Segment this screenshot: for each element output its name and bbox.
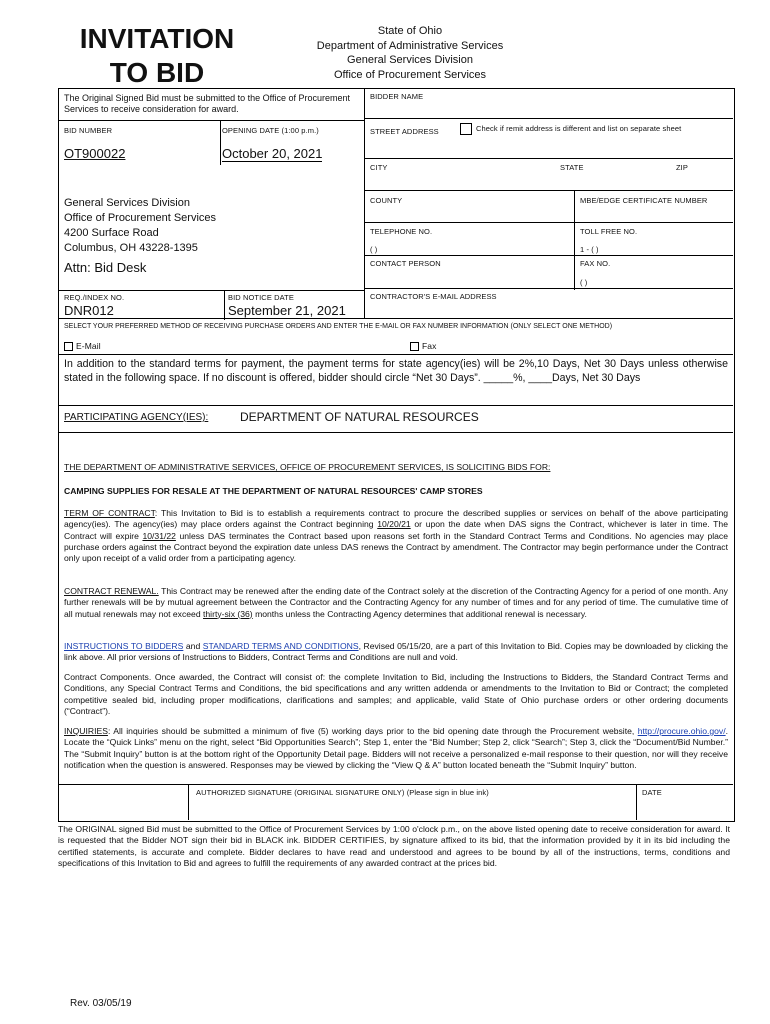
address-line: General Services Division — [64, 197, 190, 209]
bidder-name-label: BIDDER NAME — [370, 92, 424, 101]
title-line-1: INVITATION — [79, 23, 235, 54]
soliciting-heading: THE DEPARTMENT OF ADMINISTRATIVE SERVICES, OFFICE OF PROCUREMENT SERVICES, IS SOLICITING BIDS FOR: — [64, 462, 551, 472]
participating-agency-label: PARTICIPATING AGENCY(IES): — [64, 412, 209, 423]
remit-checkbox-label: Check if remit address is different and list on separate sheet — [476, 123, 682, 133]
payment-terms: In addition to the standard terms for payment, the payment terms for state agency(ies) will be 2%,10 Days, Net 30 Days unless otherwise stated in the following space. If no discount is offered, bidder should circle “Net 30 Days”. _____%, ____Days, Net 30 Days — [64, 358, 728, 384]
agency-line: General Services Division — [347, 54, 473, 66]
req-index-label: REQ./INDEX NO. — [64, 293, 125, 302]
contract-components: Contract Components. Once awarded, the Contract will consist of: the complete Invitation to Bid, including the Instructions to Bidders, the Standard Contract Terms and Conditions, any Special Contract Terms and Conditions, the bid specifications and any written addenda or amendments to the Invitation to Bid or Contract; the completed competitive sealed bid, including proper modifications, clarifications and samples; and applicable, valid State of Ohio purchase orders or other ordering documents (“Contract”). — [64, 672, 728, 716]
procure-website-link[interactable]: http://procure.ohio.gov/ — [637, 726, 726, 736]
certification-statement: The ORIGINAL signed Bid must be submitted to the Office of Procurement Services by 1:00 o'clock p.m., on the above listed opening date to receive consideration for award. It is requested that the Bidder NOT sign their bid in BLACK ink. BIDDER CERTIFIES, by signature affixed to its bid, that the information provided by it in its bid including the certified statements, is accurate and complete. Bidder declares to have read and understood and agrees to be bound by all of the instructions, terms, conditions and specifications of this Invitation to Bid and agrees to fulfill the requirements of any awarded contract at the prices bid. — [58, 824, 730, 868]
req-index-value: DNR012 — [64, 303, 114, 318]
signature-field[interactable] — [189, 798, 635, 818]
method-fax-option[interactable] — [410, 341, 436, 351]
telephone-value[interactable]: ( ) — [370, 245, 378, 254]
bid-notice-date-label: BID NOTICE DATE — [228, 293, 294, 302]
mbe-certificate-label: MBE/EDGE CERTIFICATE NUMBER — [580, 196, 708, 205]
instructions-paragraph: INSTRUCTIONS TO BIDDERS and STANDARD TERMS AND CONDITIONS, Revised 05/15/20, are a part of this Invitation to Bid. Copies may be downloaded by clicking the link above. All prior versions of Instructions to Bidders, Contract Terms and Conditions are null and void. — [64, 641, 728, 663]
agency-line: Department of Administrative Services — [316, 39, 504, 52]
signature-label: AUTHORIZED SIGNATURE (ORIGINAL SIGNATURE ONLY) (Please sign in blue ink) — [196, 788, 489, 797]
mailing-address — [64, 196, 216, 256]
date-label: DATE — [642, 788, 662, 797]
method-email-label: E-Mail — [76, 341, 101, 351]
participating-agency-value: DEPARTMENT OF NATURAL RESOURCES — [240, 410, 479, 424]
document-title — [62, 22, 252, 90]
city-label: CITY — [370, 163, 388, 172]
method-fax-label: Fax — [422, 341, 437, 351]
address-line: 4200 Surface Road — [64, 227, 159, 239]
revision-date: Rev. 03/05/19 — [70, 998, 132, 1009]
agency-line: State of Ohio — [377, 25, 443, 37]
fax-value[interactable]: ( ) — [580, 278, 588, 287]
bid-notice-date-value: September 21, 2021 — [228, 303, 346, 318]
zip-label: ZIP — [676, 163, 688, 172]
remit-address-checkbox[interactable] — [460, 123, 472, 135]
street-address-label: STREET ADDRESS — [370, 127, 439, 136]
contact-person-label: CONTACT PERSON — [370, 259, 441, 268]
bid-number-value: OT900022 — [64, 146, 126, 161]
bid-number-label: BID NUMBER — [64, 126, 113, 135]
email-checkbox[interactable] — [64, 342, 73, 351]
standard-terms-link[interactable]: STANDARD TERMS AND CONDITIONS — [202, 641, 359, 651]
date-field[interactable] — [637, 798, 732, 818]
remit-address-option[interactable] — [460, 123, 681, 135]
opening-date-label: OPENING DATE (1:00 p.m.) — [222, 126, 319, 135]
toll-free-label: TOLL FREE NO. — [580, 227, 638, 236]
address-line: Columbus, OH 43228-1395 — [64, 242, 198, 254]
title-line-2: TO BID — [109, 57, 205, 88]
fax-label: FAX NO. — [580, 259, 611, 268]
telephone-label: TELEPHONE NO. — [370, 227, 433, 236]
agency-line: Office of Procurement Services — [333, 68, 487, 81]
agency-block — [300, 24, 520, 82]
po-method-instruction: SELECT YOUR PREFERRED METHOD OF RECEIVING PURCHASE ORDERS AND ENTER THE E-MAIL OR FAX NUMBER INFORMATION (ONLY SELECT ONE METHOD) — [64, 323, 613, 330]
instructions-to-bidders-link[interactable]: INSTRUCTIONS TO BIDDERS — [64, 641, 184, 651]
fax-checkbox[interactable] — [410, 342, 419, 351]
attention-line: Attn: Bid Desk — [64, 260, 147, 275]
toll-free-value[interactable]: 1 - ( ) — [580, 245, 599, 254]
opening-date-value: October 20, 2021 — [222, 146, 323, 161]
address-line: Office of Procurement Services — [64, 212, 217, 224]
county-label: COUNTY — [370, 196, 403, 205]
inquiries: INQUIRIES: All inquiries should be submitted a minimum of five (5) working days prior to the bid opening date through the Procurement website, http://procure.ohio.gov/. Locate the “Quick Links” menu on the right, select “Bid Opportunities Search”; Step 1, enter the “Bid Number; Step 2, click “Search”; Step 3, click the “Document/Bid Number.” The “Submit Inquiry” button is at the bottom right of the Opportunity Detail page. Bidders will not receive a personalized e-mail response to their question, nor will they receive notification when the question is answered. Responses may be viewed by clicking the “View Q & A” button located beneath the “Submit Inquiry” button. — [64, 726, 728, 770]
submit-note: The Original Signed Bid must be submitted to the Office of Procurement Services to receive consideration for award. — [64, 93, 350, 114]
term-of-contract: TERM OF CONTRACT: This Invitation to Bid is to establish a requirements contract to procure the described supplies or services on behalf of the above participating agency(ies). The agency(ies) may place orders against the Contract beginning 10/20/21 or upon the date when DAS signs the Contract, whichever is later in time. The Contract will expire 10/31/22 unless DAS terminates the Contract based upon reasons set forth in the Standard Contract Terms and Conditions. No agencies may place purchase orders against the Contract beyond the expiration date unless DAS renews the Contract by amendment. The Contractor may begin performance under the Contract only upon receipt of a valid order from a participating agency. — [64, 508, 729, 564]
contractor-email-label: CONTRACTOR'S E-MAIL ADDRESS — [370, 292, 497, 301]
contract-renewal: CONTRACT RENEWAL. This Contract may be renewed after the ending date of the Contract solely at the discretion of the Contracting Agency for a period of one month. Any further renewals will be by mutual agreement between the Contractor and the Contracting Agency for any number of times and for any period of time. The cumulative time of all mutual renewals may not exceed thirty-six (36) months unless the Contracting Agency determines that additional renewal is necessary. — [64, 586, 728, 619]
state-label: STATE — [560, 163, 584, 172]
bidder-name-field[interactable] — [364, 100, 733, 118]
method-email-option[interactable] — [64, 341, 101, 351]
bid-subject: CAMPING SUPPLIES FOR RESALE AT THE DEPARTMENT OF NATURAL RESOURCES' CAMP STORES — [64, 486, 483, 496]
